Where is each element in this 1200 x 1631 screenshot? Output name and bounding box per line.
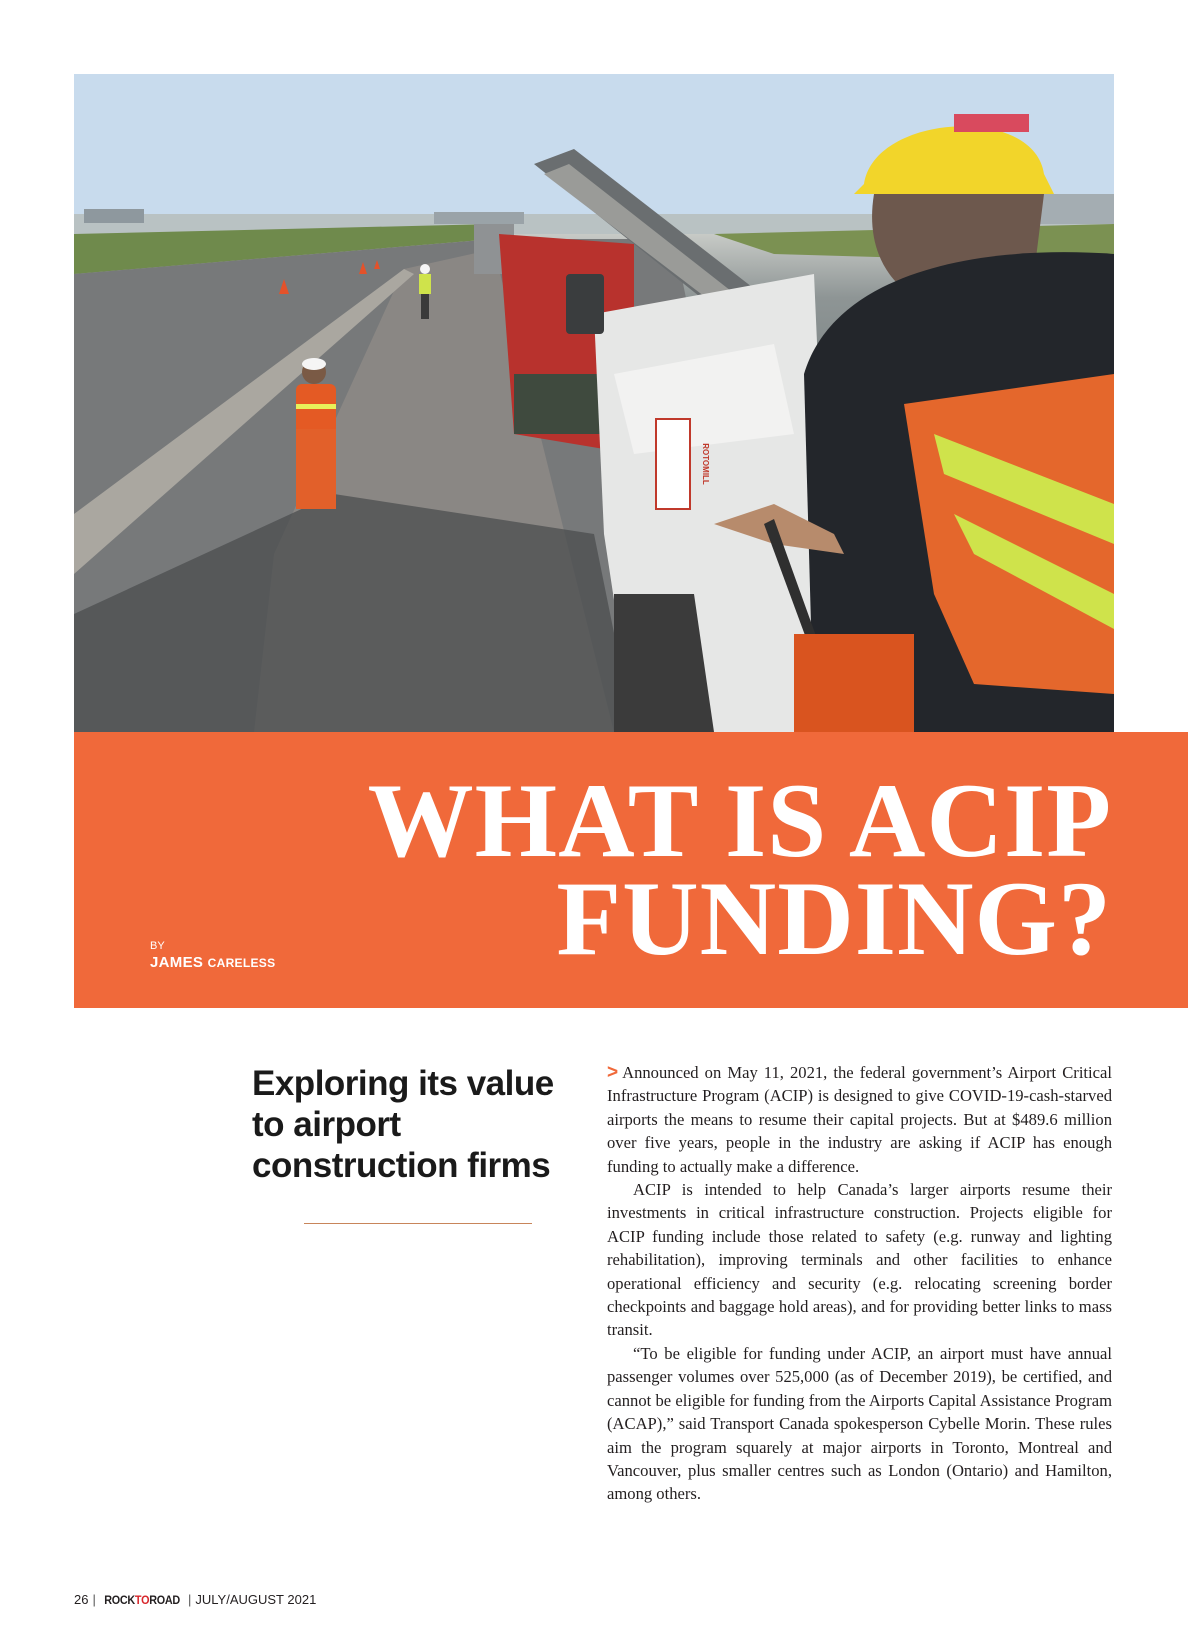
side-mirror <box>566 274 604 334</box>
logo-part-rock: ROCK <box>104 1592 135 1607</box>
hero-photo <box>74 74 1114 732</box>
worker-vest <box>419 274 431 294</box>
article-title <box>367 762 1112 977</box>
footer-separator: | <box>188 1592 192 1607</box>
logo-part-to: TO <box>134 1592 150 1607</box>
article-body <box>607 1061 1112 1506</box>
lead-marker: > <box>607 1062 619 1083</box>
hardhat-sticker <box>954 114 1029 132</box>
worker-pants <box>794 634 914 732</box>
worker-hardhat <box>302 358 326 370</box>
page-footer <box>74 1592 316 1607</box>
article-deck: Exploring its value to airport construction firms <box>252 1064 554 1185</box>
rotomill-decal <box>656 419 690 509</box>
logo-part-road: ROAD <box>149 1592 180 1607</box>
building <box>434 212 524 224</box>
rotomill-decal-text: ROTOMILL <box>701 443 710 485</box>
building <box>84 209 144 223</box>
author-last-name: CARELESS <box>207 956 276 970</box>
runway-milling-illustration <box>74 74 1114 732</box>
body-paragraph-text: Announced on May 11, 2021, the federal government’s Airport Critical Infrastructure Program (ACIP) is designed to give COVID-19-cash-starved airports the means to resume their capital projects. But at $489.6 million over five years, people in the industry are asking if ACIP has enough funding to actually make a difference. <box>607 1063 1112 1176</box>
reflective-stripe <box>296 404 336 409</box>
byline-label: BY <box>150 940 165 952</box>
deck-divider <box>304 1223 532 1224</box>
title-band <box>74 732 1188 1008</box>
author-first-name: JAMES <box>150 954 204 971</box>
body-paragraph: “To be eligible for funding under ACIP, an airport must have annual passenger volumes over 525,000 (as of December 2019), be certified, and cannot be eligible for funding from the Airports Capital Assistance Program (ACAP),” said Transport Canada spokesperson Cybelle Morin. These rules aim the program squarely at major airports in Toronto, Montreal and Vancouver, plus smaller centres such as London (Ontario) and Hamilton, among others. <box>607 1343 1112 1504</box>
issue-date: JULY/AUGUST 2021 <box>195 1592 317 1607</box>
magazine-logo <box>104 1593 180 1607</box>
footer-separator: | <box>92 1592 96 1607</box>
article-title-line1: WHAT IS ACIP <box>367 762 1112 879</box>
worker-legs <box>421 294 429 319</box>
body-paragraph: ACIP is intended to help Canada’s larger airports resume their investments in critical infrastructure construction. Projects eligible for ACIP funding include those related to safety (e.g. runway and lighting rehabilitation), improving terminals and other facilities to enhance operational efficiency and security (e.g. relocating screening border checkpoints and baggage hold areas), and for providing better links to mass transit. <box>607 1180 1112 1340</box>
byline <box>150 940 275 972</box>
body-paragraph <box>607 1061 1112 1178</box>
article-title-line2: FUNDING? <box>556 860 1112 977</box>
worker-legs <box>296 429 336 509</box>
worker-hardhat <box>420 264 430 274</box>
page-number: 26 <box>74 1592 89 1607</box>
